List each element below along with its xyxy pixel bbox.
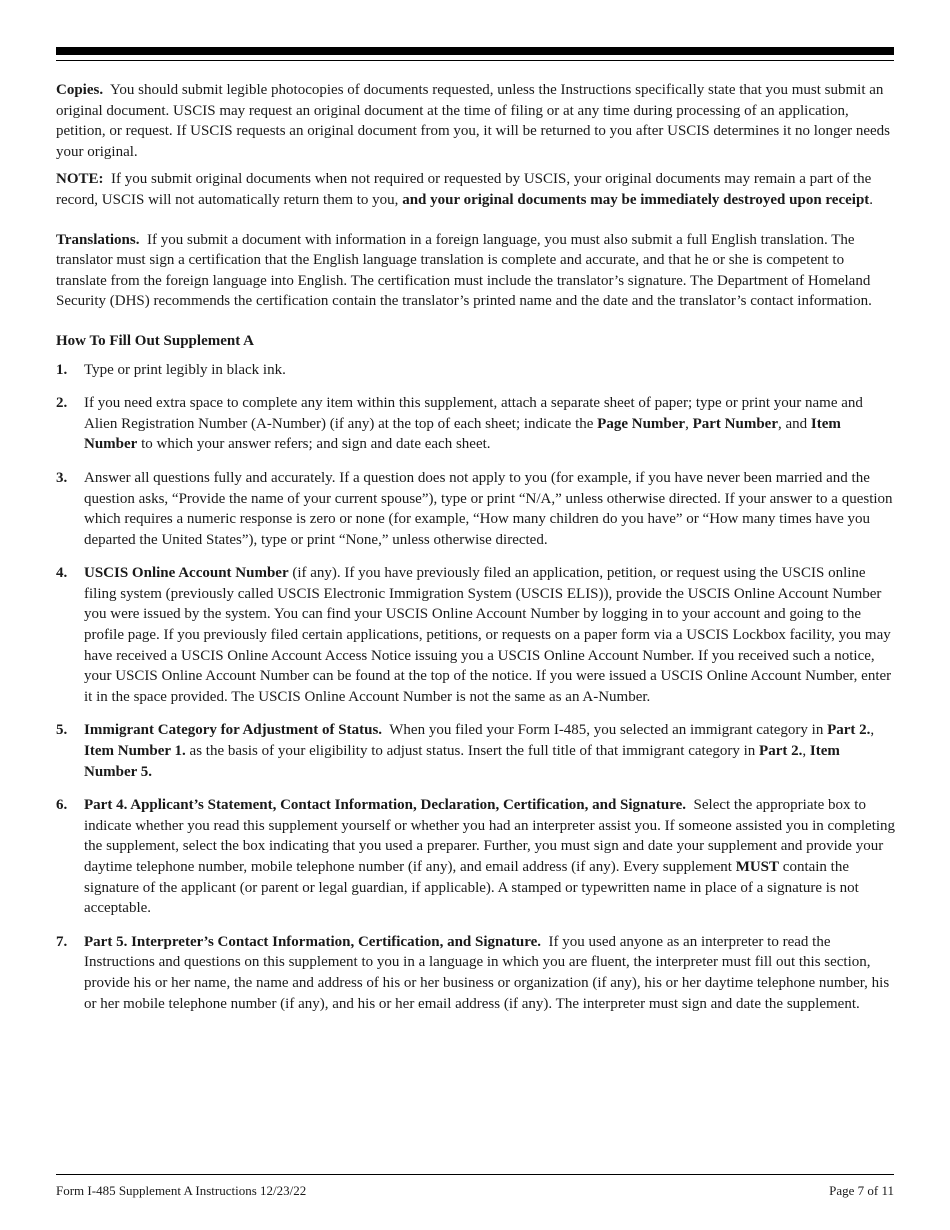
item-title: Immigrant Category for Adjustment of Status. xyxy=(84,722,383,739)
item-text: Select the appropriate box to indicate whether you read this supplement yourself or whether you had an interpreter assist you. If someone assisted you in completing the supplement, select the box indicating that you used a preparer. Further, you must sign and date your supplement and provide your daytime telephone number, mobile telephone number (if any), and email address (if any). Every supplement xyxy=(84,797,896,875)
item-text: contain the signature of the applicant (or parent or legal guardian, if applicable). A stamped or typewritten name in place of a signature is not acceptable. xyxy=(84,859,859,917)
item-emphasis: Item Number xyxy=(84,415,841,453)
item-text: Answer all questions fully and accurately. If a question does not apply to you (for example, if you have never been married and the question asks, “Provide the name of your current spouse”), type or print “N/A,” unless otherwise directed. If your answer to a question which requires a numeric response is zero or none (for example, “How many children do you have” or “How many times have you departed the United States”), type or print “None,” unless otherwise directed. xyxy=(84,469,893,548)
note-emphasis: and your original documents may be immediately destroyed upon receipt xyxy=(402,191,870,208)
item-number: 7. xyxy=(56,933,68,950)
translations-paragraph xyxy=(56,230,896,312)
list-item xyxy=(56,468,896,550)
item-text: , xyxy=(685,415,689,432)
item-number: 2. xyxy=(56,395,68,412)
item-title: Part 5. Interpreter’s Contact Information, Certification, and Signature. xyxy=(84,933,542,950)
item-text: , xyxy=(870,722,875,739)
item-text: (if any). If you have previously filed an application, petition, or request using the USCIS online filing system (previously called USCIS Electronic Immigration System (USCIS ELIS)), provide the USCIS Online Account Number you were issued by the system. You can find your USCIS Online Account Number by logging in to your account and going to the profile page. If you previously filed certain applications, petitions, or requests on a paper form via a USCIS Lockbox facility, you may have received a USCIS Online Account Access Notice issuing you a USCIS Online Account Number. If you received such a notice, your USCIS Online Account Number can be found at the top of the notice. If you were issued a USCIS Online Account Number, enter it in the space provided. The USCIS Online Account Number is not the same as an A-Number. xyxy=(84,565,892,705)
list-item xyxy=(56,360,896,381)
footer-page-number: Page 7 of 11 xyxy=(829,1183,894,1198)
header-thick-rule xyxy=(56,47,894,55)
footer-form-label: Form I-485 Supplement A Instructions 12/23/22 xyxy=(56,1183,307,1198)
copies-label: Copies. xyxy=(56,82,104,98)
section-heading: How To Fill Out Supplement A xyxy=(56,332,254,349)
translations-text: If you submit a document with information in a foreign language, you must also submit a full English translation. The translator must sign a certification that the English language translation is complete and accurate, and that he or she is competent to translate from the foreign language into English. The certification must include the translator’s signature. The Department of Homeland Security (DHS) recommends the certification contain the translator’s printed name and the date and the translator’s contact information. xyxy=(56,231,872,310)
item-text: to which your answer refers; and sign and date each sheet. xyxy=(141,436,491,453)
item-number: 5. xyxy=(56,722,68,739)
page-footer xyxy=(56,1183,894,1199)
item-number: 4. xyxy=(56,565,68,582)
item-emphasis: Part Number xyxy=(692,415,778,432)
copies-text: You should submit legible photocopies of documents requested, unless the Instructions specifically state that you must submit an original document. USCIS may request an original document at the time of filing or at any time during processing of an application, petition, or request. If USCIS requests an original document from you, it will be returned to you after USCIS determines it no longer needs your original. xyxy=(56,82,890,160)
copies-paragraph xyxy=(56,80,896,162)
item-emphasis: Item Number 5. xyxy=(84,743,840,780)
item-emphasis: Item Number 1. xyxy=(84,743,186,760)
item-title: USCIS Online Account Number xyxy=(84,565,289,582)
footer-rule xyxy=(56,1174,894,1175)
list-item xyxy=(56,795,896,919)
list-item xyxy=(56,720,896,782)
item-emphasis: Part 2. xyxy=(759,743,803,760)
document-body xyxy=(56,80,896,1027)
item-number: 6. xyxy=(56,797,68,814)
item-number: 1. xyxy=(56,361,68,378)
note-paragraph xyxy=(56,169,896,210)
item-text: If you used anyone as an interpreter to read the Instructions and questions on this supplement to you in a language in which you are fluent, the interpreter must fill out this section, provide his or her name, the name and address of his or her business or organization (if any), his or her daytime telephone number, his or her mobile telephone number (if any), and his or her email address (if any). The interpreter must sign and date the supplement. xyxy=(84,933,890,1012)
note-end: . xyxy=(869,191,874,208)
header-thin-rule xyxy=(56,60,894,61)
item-text: , and xyxy=(777,415,808,432)
item-emphasis: Page Number xyxy=(597,415,686,432)
list-item xyxy=(56,932,896,1014)
item-number: 3. xyxy=(56,469,68,486)
instructions-list xyxy=(56,360,896,1015)
item-text: Type or print legibly in black ink. xyxy=(84,361,286,378)
note-text: If you submit original documents when not required or requested by USCIS, your original documents may remain a part of the record, USCIS will not automatically return them to you, xyxy=(56,171,872,208)
item-text: When you filed your Form I-485, you selected an immigrant category in xyxy=(389,722,824,739)
item-emphasis: MUST xyxy=(735,859,780,875)
item-title: Part 4. Applicant’s Statement, Contact Information, Declaration, Certification, and Signature. xyxy=(84,797,687,814)
item-text: If you need extra space to complete any item within this supplement, attach a separate sheet of paper; type or print your name and Alien Registration Number (A-Number) (if any) at the top of each sheet; indicate the xyxy=(84,395,863,432)
note-label: NOTE: xyxy=(56,171,104,188)
list-item xyxy=(56,393,896,455)
item-emphasis: Part 2. xyxy=(827,722,871,739)
list-item xyxy=(56,563,896,707)
item-text: as the basis of your eligibility to adjust status. Insert the full title of that immigrant category in xyxy=(189,743,756,760)
item-text: , xyxy=(802,743,807,760)
translations-label: Translations. xyxy=(56,231,140,248)
